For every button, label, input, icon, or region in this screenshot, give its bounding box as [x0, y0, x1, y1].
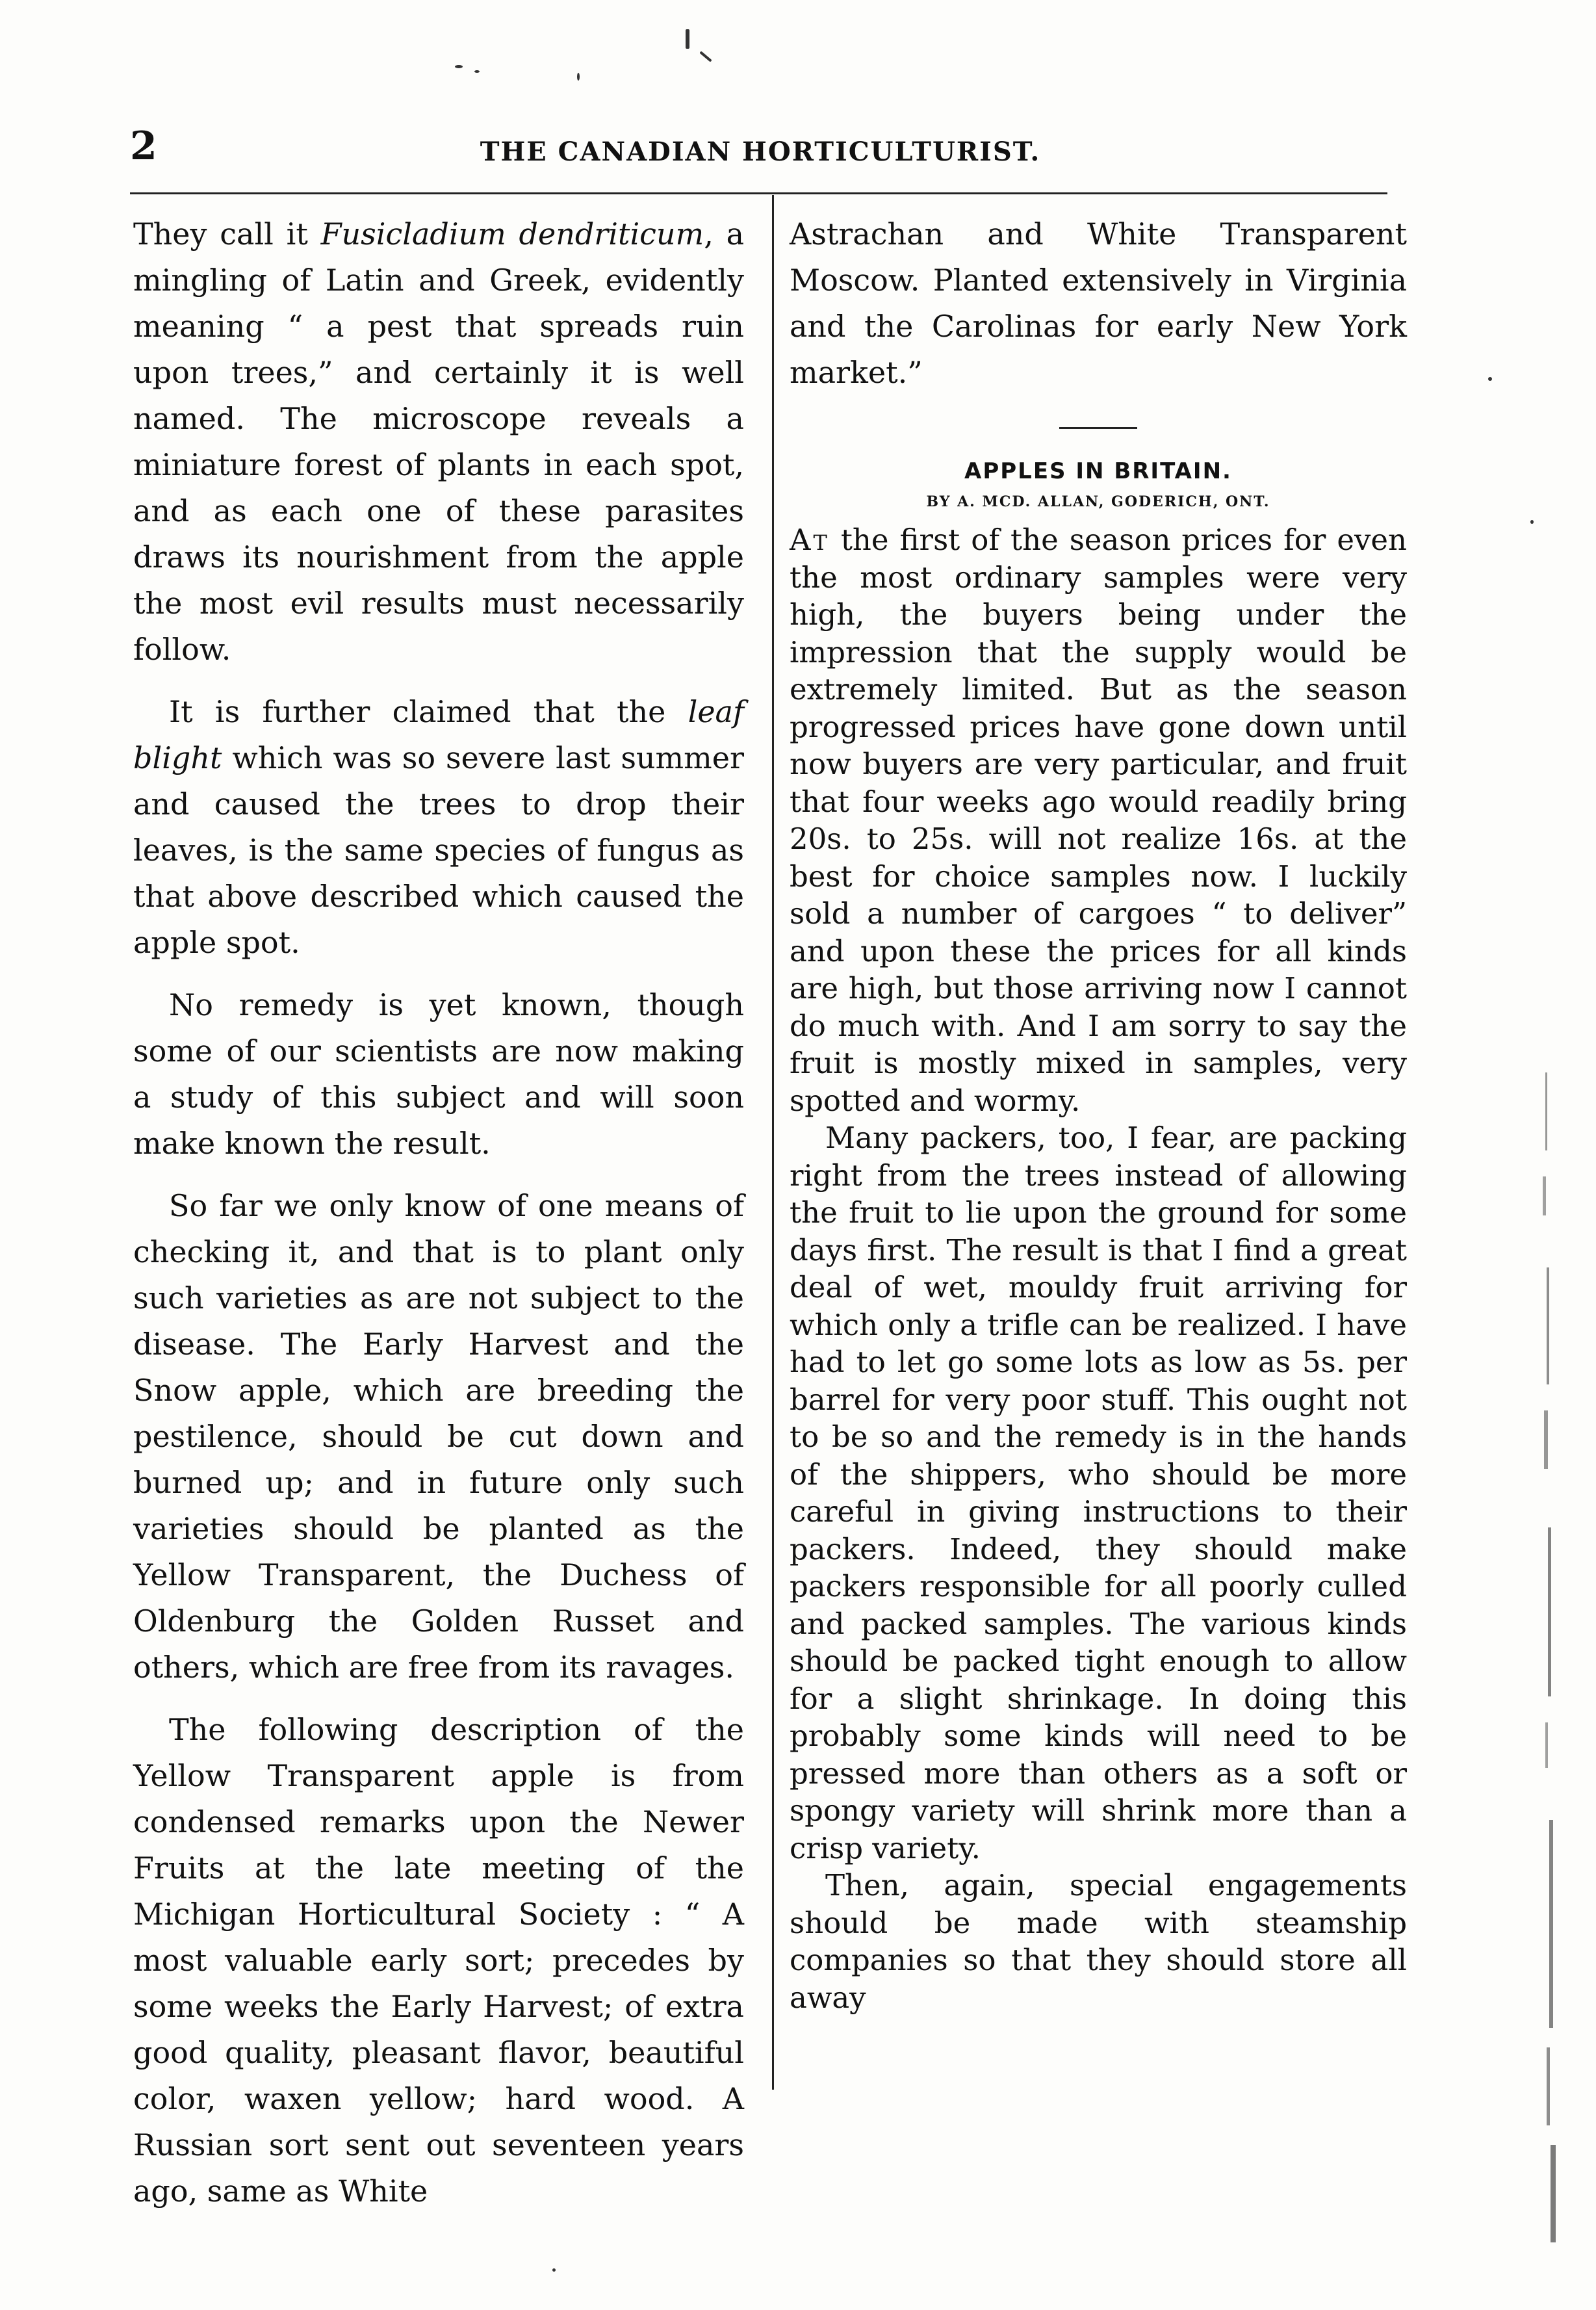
scan-speck: [455, 65, 463, 68]
article-first-word: At: [790, 523, 830, 557]
page-number: 2: [130, 123, 157, 169]
header-rule: [130, 192, 1387, 194]
column-divider: [772, 195, 774, 2090]
scan-speck: [577, 73, 580, 81]
article-paragraph: [790, 1119, 1407, 1867]
scan-edge-noise: [1534, 1072, 1560, 2242]
scan-speck: [474, 70, 480, 73]
scan-speck: [1530, 520, 1534, 524]
left-paragraph: [133, 1707, 744, 2214]
continued-paragraph: Astrachan and White Transparent Moscow. Planted extensively in Virginia and the Carolinas for early New York market.”: [790, 216, 1407, 390]
text-run: which was so severe last summer and caused the trees to drop their leaves, is the same species of fungus as that above described which caused the apple spot.: [133, 740, 744, 960]
text-run: Then, again, special engagements should be made with steamship companies so that they should store all away: [790, 1868, 1407, 2015]
right-column: [790, 211, 1407, 2016]
left-paragraph: [133, 211, 744, 673]
text-run: So far we only know of one means of checking it, and that is to plant only such varieties as are not subject to the disease. The Early Harvest and the Snow apple, which are breeding the pestilence, should be cut down and burned up; and in future only such varieties should be planted as the Yellow Transparent, the Duchess of Oldenburg the Golden Russet and others, which are free from its ravages.: [133, 1188, 744, 1685]
left-paragraph: [133, 689, 744, 966]
italic-term: Fusicladium dendriticum: [320, 216, 704, 252]
text-run: They call it: [133, 216, 321, 252]
scan-speck: [686, 29, 689, 49]
article-body: [790, 521, 1407, 2016]
text-run: Many packers, too, I fear, are packing right from the trees instead of allowing the fruit to lie upon the ground for some days first. The result is that I find a great deal of wet, mouldy fruit arriving for which only a trifle can be realized. I have had to let go some lots as low as 5s. per barrel for very poor stuff. This ought not to be so and the remedy is in the hands of the shippers, who should be more careful in giving instructions to their packers. Indeed, they should make packers responsible for all poorly culled and packed samples. The various kinds should be packed tight enough to allow for a slight shrinkage. In doing this probably some kinds will need to be pressed more than others as a soft or spongy variety will shrink more than a crisp variety.: [790, 1121, 1407, 1865]
running-head: THE CANADIAN HORTICULTURIST.: [480, 136, 1041, 167]
article-paragraph: [790, 521, 1407, 1119]
scan-speck: [1488, 377, 1492, 381]
left-paragraph: [133, 1183, 744, 1691]
italic-term: leaf blight: [133, 694, 744, 775]
text-run: It is further claimed that the: [169, 694, 688, 729]
article-paragraph: [790, 1867, 1407, 2016]
scan-speck: [552, 2268, 556, 2272]
section-rule: [1059, 427, 1137, 429]
left-paragraph: [133, 982, 744, 1167]
text-run: the first of the season prices for even the most ordinary samples were very high, the buyers being under the impression that the supply would be extremely limited. But as the season progressed prices have gone down until now buyers are very particular, and fruit that four weeks ago would readily bring 20s. to 25s. will not realize 16s. at the best for choice samples now. I luckily sold a number of cargoes “ to deliver” and upon these the prices for all kinds are high, but those arriving now I cannot do much with. And I am sorry to say the fruit is mostly mixed in samples, very spotted and wormy.: [790, 523, 1407, 1118]
text-run: No remedy is yet known, though some of our scientists are now making a study of this subject and will soon make known the result.: [133, 987, 744, 1161]
article-title: APPLES IN BRITAIN.: [964, 458, 1232, 484]
article-byline: BY A. MCD. ALLAN, GODERICH, ONT.: [926, 493, 1270, 510]
scan-speck: [699, 51, 712, 62]
left-column: [133, 211, 744, 2231]
text-run: The following description of the Yellow Transparent apple is from condensed remarks upon the Newer Fruits at the late meeting of the Michigan Horticultural Society : “ A most valuable early sort; precedes by some weeks the Early Harvest; of extra good quality, pleasant flavor, beautiful color, waxen yellow; hard wood. A Russian sort sent out seventeen years ago, same as White: [133, 1712, 744, 2209]
text-run: , a mingling of Latin and Greek, evidently meaning “ a pest that spreads ruin upon trees,” and certainly it is well named. The microscope reveals a miniature forest of plants in each spot, and as each one of these parasites draws its nourishment from the apple the most evil results must necessarily follow.: [133, 216, 744, 667]
